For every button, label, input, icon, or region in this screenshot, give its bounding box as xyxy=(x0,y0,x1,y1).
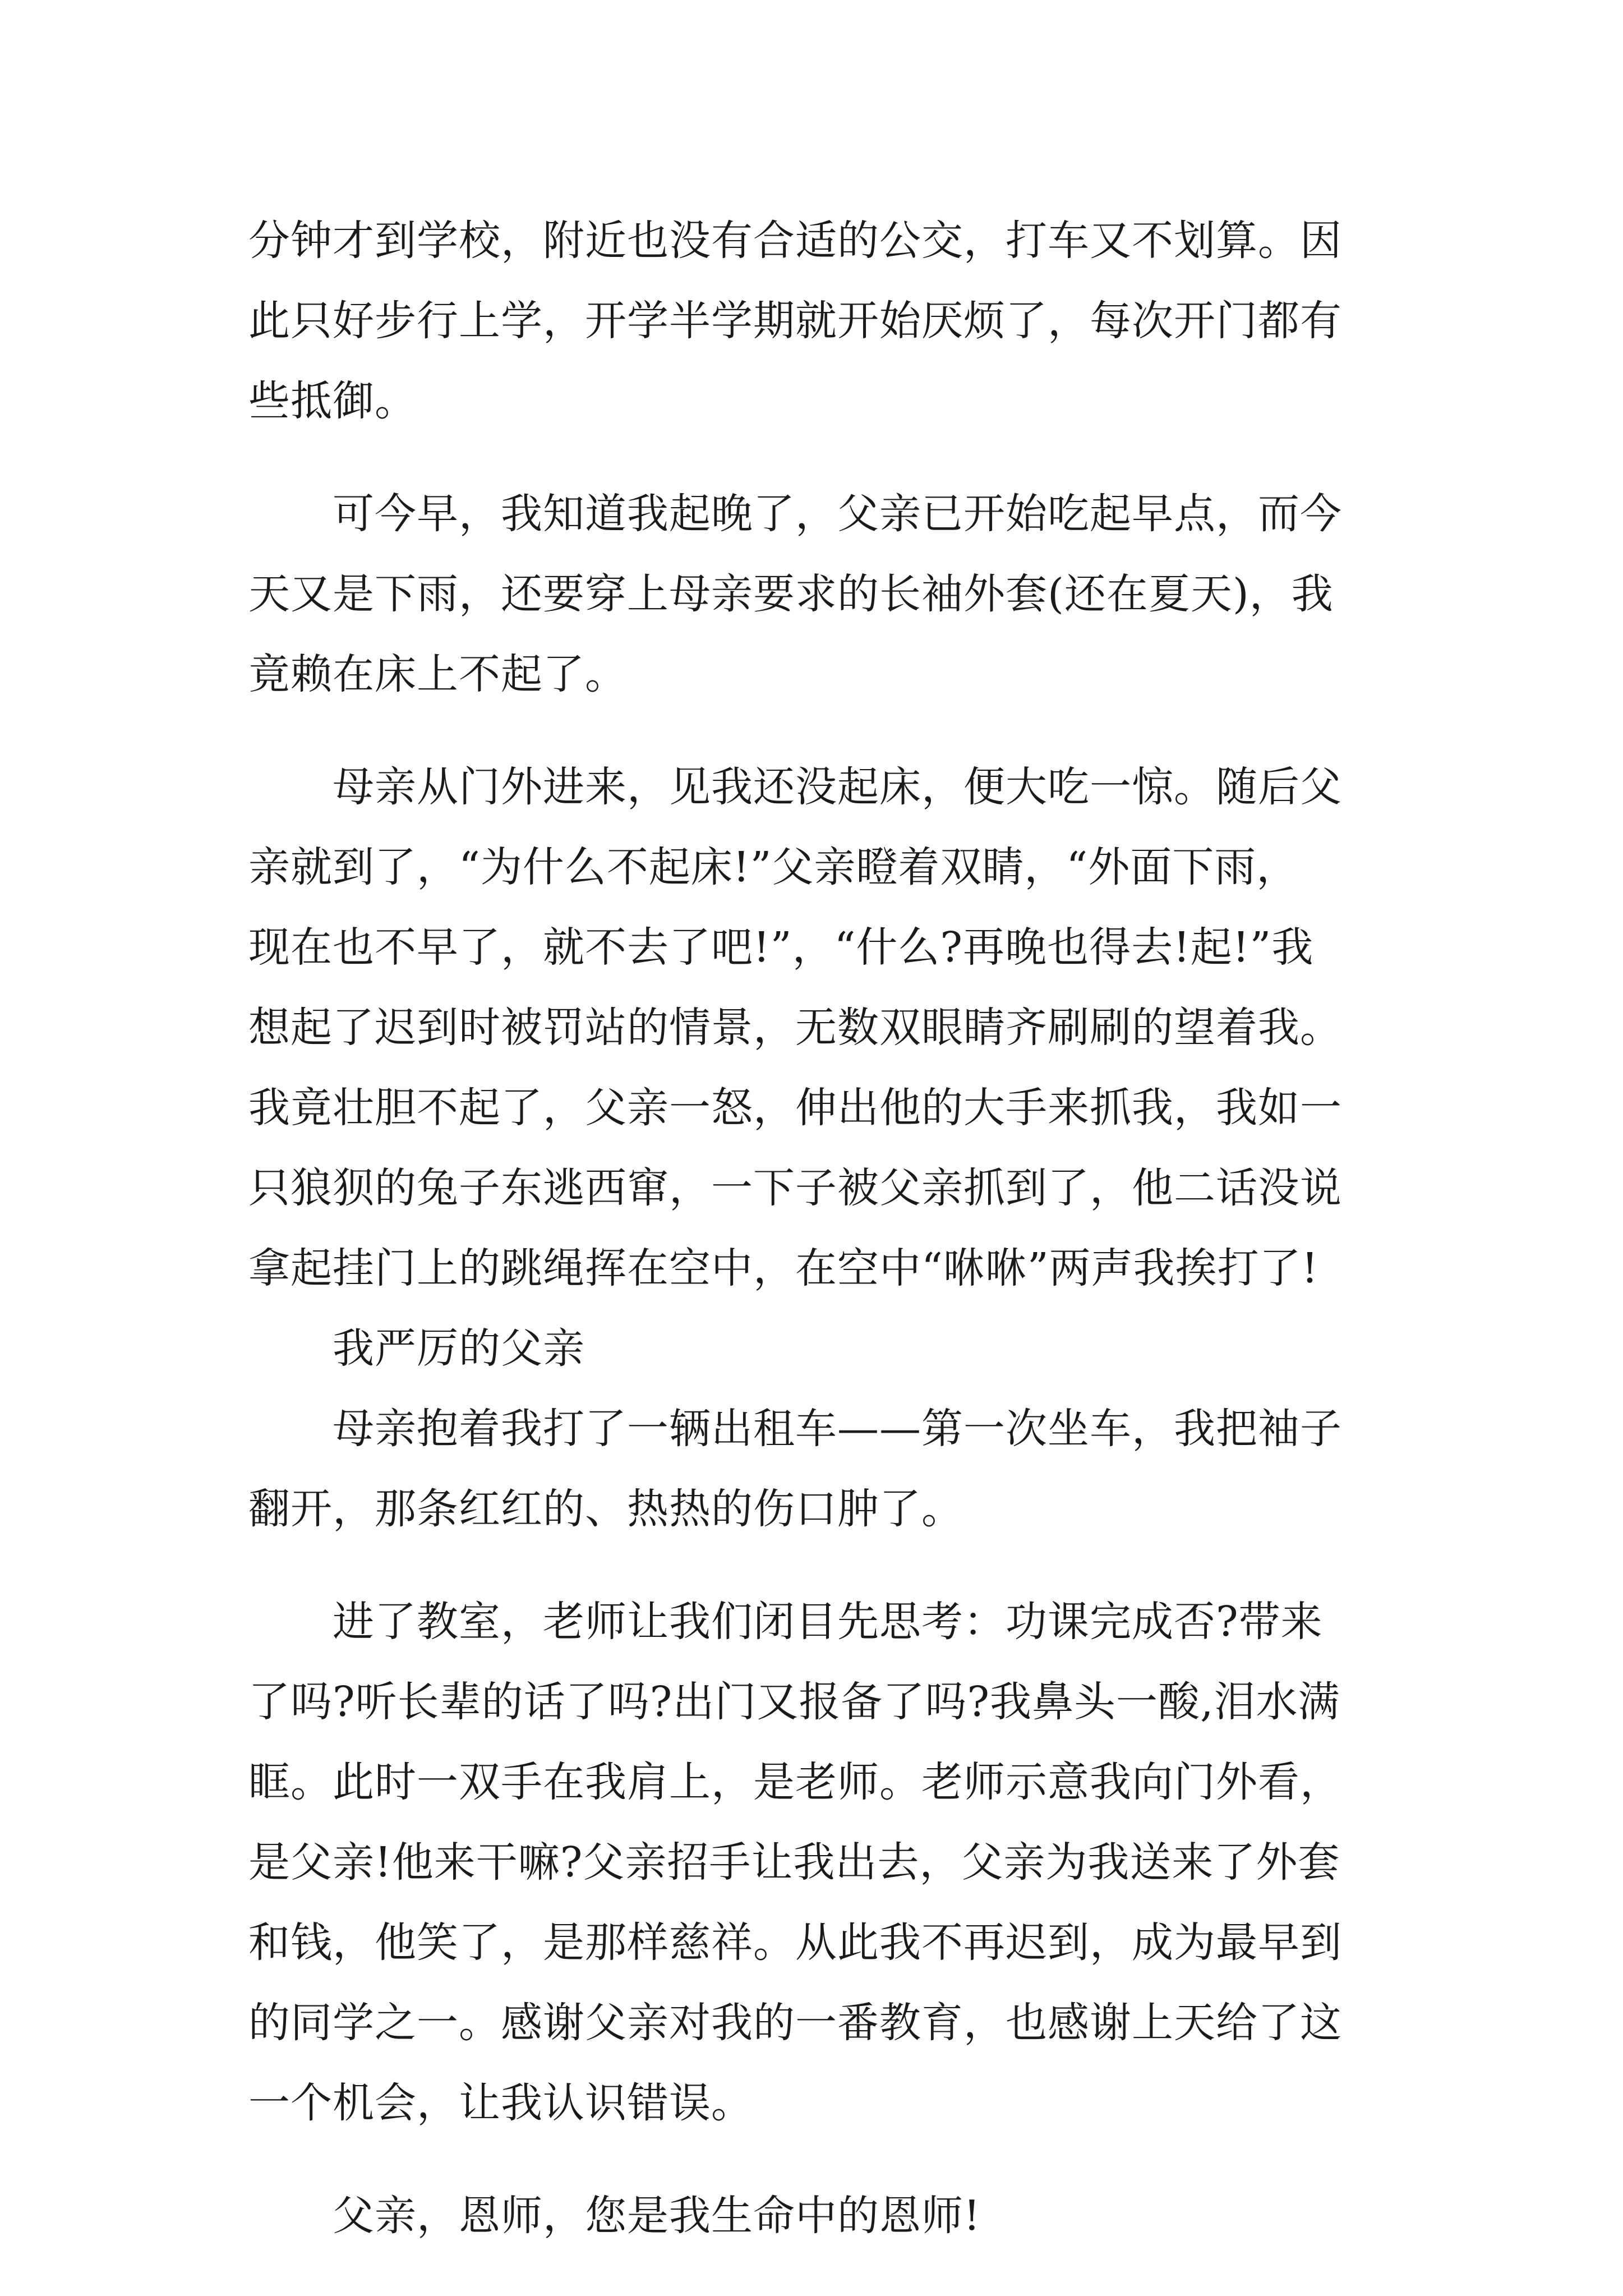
paragraph-first-line: 可今早，我知道我起晚了，父亲已开始吃起早点，而今 xyxy=(333,490,1342,538)
text-line: 我竟壮胆不起了，父亲一怒，伸出他的大手来抓我，我如一 xyxy=(248,1084,1342,1132)
text-line: 了吗?听长辈的话了吗?出门又报备了吗?我鼻头一酸,泪水满 xyxy=(248,1678,1340,1726)
paragraph-first-line: 进了教室，老师让我们闭目先思考：功课完成否?带来 xyxy=(333,1598,1323,1646)
text-line: 天又是下雨，还要穿上母亲要求的长袖外套(还在夏天)，我 xyxy=(248,570,1334,618)
text-line: 竟赖在床上不起了。 xyxy=(248,650,627,698)
text-line: 只狼狈的兔子东逃西窜，一下子被父亲抓到了，他二话没说 xyxy=(248,1164,1342,1212)
text-line: 拿起挂门上的跳绳挥在空中，在空中“咻咻”两声我挨打了! xyxy=(248,1244,1319,1292)
text-line: 翻开，那条红红的、热热的伤口肿了。 xyxy=(248,1485,963,1533)
paragraph-first-line: 父亲，恩师，您是我生命中的恩师! xyxy=(333,2192,981,2240)
text-line: 些抵御。 xyxy=(248,377,417,425)
text-line: 想起了迟到时被罚站的情景，无数双眼睛齐刷刷的望着我。 xyxy=(248,1004,1342,1052)
text-line: 分钟才到学校，附近也没有合适的公交，打车又不划算。因 xyxy=(248,217,1342,265)
body-text xyxy=(248,201,1426,2256)
text-line: 此只好步行上学，开学半学期就开始厌烦了，每次开门都有 xyxy=(248,297,1342,345)
text-line: 的同学之一。感谢父亲对我的一番教育，也感谢上天给了这 xyxy=(248,1999,1342,2047)
text-line: 眶。此时一双手在我肩上，是老师。老师示意我向门外看， xyxy=(248,1758,1342,1806)
text-line: 现在也不早了，就不去了吧!”，“什么?再晚也得去!起!”我 xyxy=(248,923,1314,972)
paragraph-first-line: 母亲从门外进来，见我还没起床，便大吃一惊。随后父 xyxy=(333,763,1342,811)
paragraph-first-line: 母亲抱着我打了一辆出租车——第一次坐车，我把袖子 xyxy=(333,1405,1342,1453)
subheading-line: 我严厉的父亲 xyxy=(333,1324,585,1373)
text-line: 和钱，他笑了，是那样慈祥。从此我不再迟到，成为最早到 xyxy=(248,1918,1342,1967)
text-line: 一个机会，让我认识错误。 xyxy=(248,2079,753,2127)
text-line: 是父亲!他来干嘛?父亲招手让我出去，父亲为我送来了外套 xyxy=(248,1838,1340,1887)
text-line: 亲就到了，“为什么不起床!”父亲瞪着双睛，“外面下雨， xyxy=(248,843,1299,891)
